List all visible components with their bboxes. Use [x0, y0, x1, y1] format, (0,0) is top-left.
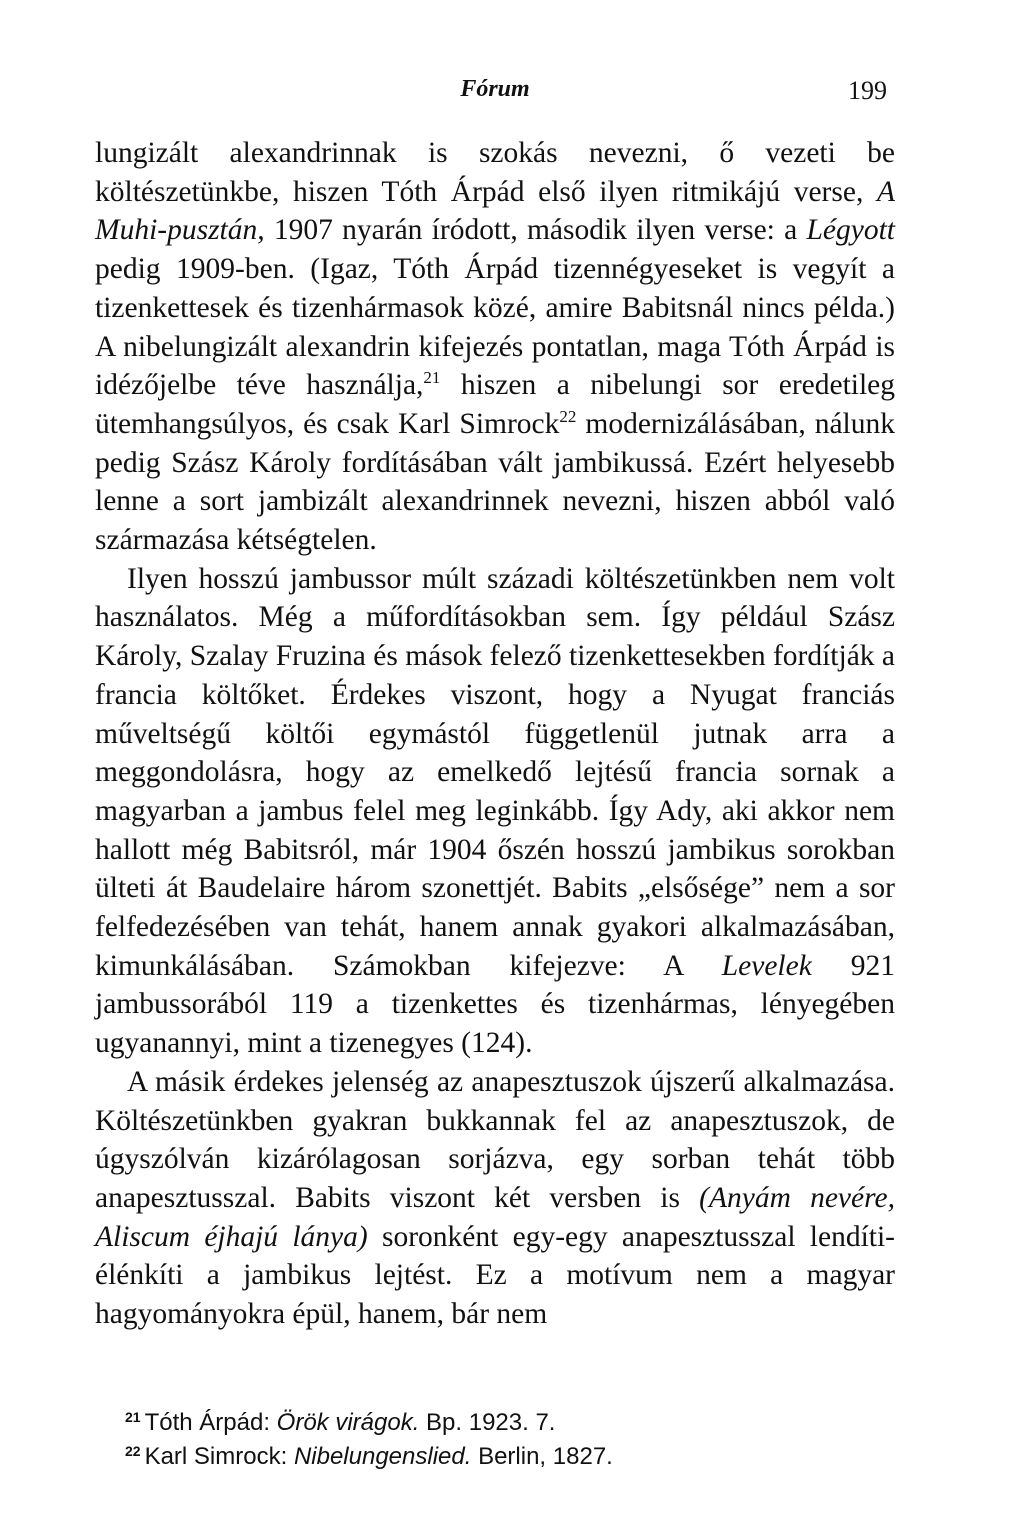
footnote-ref-22[interactable]: 22	[559, 406, 577, 426]
text-run: hiszen a nibelungi sor eredetileg ütemhangsúlyos, és csak Karl Simrock	[95, 369, 896, 440]
paragraph-1	[95, 134, 895, 560]
text-run: A másik érdekes jelenség az anapesztuszok újszerű alkalmazása. Költészetünkben gyakran bukkannak fel az anapesztuszok, de úgyszólván kizárólagosan sorjázva, egy sorban tehát több anapesztusszal. Babits viszont két versben is	[95, 1065, 895, 1214]
text-run: 1907 nyarán íródott, második ilyen verse: a	[264, 214, 807, 247]
footnote-22	[125, 1440, 895, 1474]
footnote-italic-title: Nibelungenslied.	[293, 1442, 472, 1470]
italic-poem-titles: (Anyám nevére, Aliscum éjhajú lánya)	[95, 1181, 895, 1253]
text-run: Ilyen hosszú jambussor múlt századi költészetünkben nem volt használatos. Még a műfordításokban sem. Így például Szász Károly, Szalay Fruzina és mások felező tizenkettesekben fordítják a francia költőket. Érdekes viszont, hogy a Nyugat franciás műveltségű költői egymástól függetlenül jutnak arra a meggondolásra, hogy az emelkedő lejtésű francia sornak a magyarban a jambus felel meg leginkább. Így Ady, aki akkor nem hallott még Babitsról, már 1904 őszén hosszú jambikus sorokban ülteti át Baudelaire három szonettjét. Babits „elsősége” nem a sor felfedezésében van tehát, hanem annak gyakori alkalmazásában, kimunkálásában. Számokban kifejezve: A	[95, 562, 896, 982]
text-run: lungizált alexandrinnak is szokás nevezni, ő vezeti be költészetünkbe, hiszen Tóth Árpád első ilyen ritmikájú verse,	[95, 137, 895, 208]
text-run: pedig 1909-ben. (Igaz, Tóth Árpád tizennégyeseket is vegyít a tizenkettesek és tizenhármasok közé, amire Babitsnál nincs példa.) A nibelungizált alexandrin kifejezés pontatlan, maga Tóth Árpád is idézőjelbe téve használja,	[95, 253, 895, 402]
footnote-number: 21	[125, 1408, 141, 1425]
footnote-number: 22	[125, 1442, 141, 1459]
footnote-21	[125, 1406, 895, 1440]
text-run: modernizálásában, nálunk pedig Szász Károly fordításában vált jambikussá. Ezért helyesebb lenne a sort jambizált alexandrinnek nevezni, hiszen abból való származása kétségtelen.	[95, 407, 895, 557]
page	[95, 66, 895, 1474]
footnote-text: Tóth Árpád:	[144, 1408, 277, 1436]
page-number: 199	[848, 76, 887, 105]
footnote-ref-21[interactable]: 21	[423, 368, 441, 388]
running-title: Fórum	[460, 76, 530, 102]
footnote-text: Karl Simrock:	[144, 1442, 294, 1470]
italic-title-legyott: Légyott	[806, 214, 895, 247]
italic-title-levelek: Levelek	[721, 949, 812, 982]
italic-title-muhi-pusztan: A Muhi-pusztán,	[95, 175, 895, 247]
paragraph-3	[95, 1063, 895, 1334]
footnote-text: Berlin, 1827.	[471, 1442, 613, 1470]
text-run: soronként egy-egy anapesztusszal lendíti-élénkíti a jambikus lejtést. Ez a motívum nem a magyar hagyományokra épül, hanem, bár nem	[95, 1220, 896, 1331]
footnote-text: Bp. 1923. 7.	[419, 1408, 556, 1436]
footnote-italic-title: Örök virágok.	[276, 1408, 420, 1436]
text-run: 921 jambussorából 119 a tizenkettes és tizenhármas, lényegében ugyanannyi, mint a tizenegyes (124).	[95, 949, 896, 1060]
paragraph-2	[95, 560, 895, 1063]
body-text	[95, 134, 895, 1334]
footnotes	[95, 1406, 895, 1474]
running-header	[95, 66, 895, 110]
